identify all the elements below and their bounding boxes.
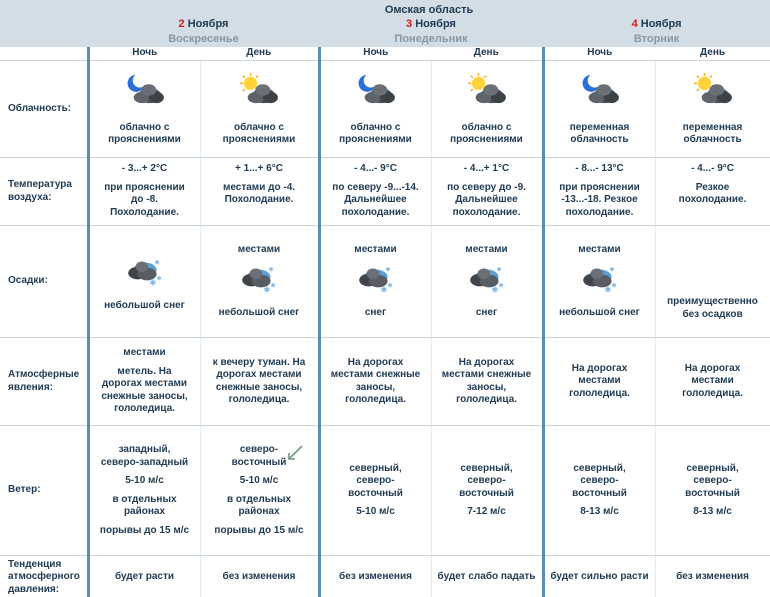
cell-text: местами [691,375,734,387]
cell-text: облачность [570,134,629,145]
cell-text: районах [238,506,280,517]
period-header: День [431,47,543,61]
cloudiness-cell [655,61,770,158]
label-line: воздуха: [8,191,52,203]
day-month: Ноября [640,18,682,30]
cell-text: похолодание. [565,206,634,218]
cloudiness-cell [319,61,431,158]
cell-text: На дорогах [684,362,741,374]
cell-text: прояснениями [222,134,296,145]
cell-text: небольшой снег [559,306,640,318]
day-weekday: Вторник [633,32,680,45]
day-number: 2 [178,18,185,30]
cell-text: На дорогах [458,356,515,368]
cell-text: метель. На [117,365,172,377]
day-header-2 [543,18,770,47]
cell-text: при прояснении [104,181,185,193]
cell-text: заносы, [355,381,396,393]
cell-text: местами снежные [441,369,532,380]
snow-cloud-icon [355,261,397,297]
period-header: Ночь [543,47,655,61]
precipitation-cell [543,226,655,338]
cell-text: северный, [686,462,739,474]
period-header: Ночь [319,47,431,61]
snow-cloud-icon [466,261,508,297]
row-label-temperature [0,158,88,226]
cell-text: гололедица. [114,403,175,415]
cell-text: + 1...+ 6°C [235,163,283,174]
phenomena-cell [655,338,770,426]
precipitation-cell [319,226,431,338]
cell-text: восточный [459,487,514,499]
period-header: День [200,47,319,61]
cell-text: местами [465,244,508,255]
precipitation-cell [88,226,200,338]
wind-cell [200,426,319,556]
row-label-wind: Ветер: [0,426,88,556]
cell-text: до -8. [131,194,158,205]
snow-cloud-icon [238,261,280,297]
phenomena-cell [543,338,655,426]
cell-text: 5-10 м/с [125,475,164,486]
cell-text: облачно с [234,121,284,133]
cell-text: прояснениями [450,134,523,145]
cell-text: без изменения [222,571,296,583]
label-line: атмосферного [8,571,80,583]
cloudiness-cell [431,61,543,158]
day-weekday: Воскресенье [168,32,239,45]
cell-text: снежные заносы, [215,381,303,393]
cell-text: восточный [231,456,287,468]
cell-text: порывы до 15 м/с [99,524,190,536]
cell-text: небольшой снег [218,306,300,318]
cell-text: северо- [580,475,619,486]
day-month: Ноября [187,18,229,30]
cloudiness-cell [543,61,655,158]
cell-text: небольшой снег [104,300,185,312]
cell-text: похолодание. [678,194,747,205]
cell-text: северный, [573,462,626,474]
cell-text: - 4...- 9°C [691,163,734,174]
cell-text: облачно с [461,121,512,133]
day-weekday: Понедельник [394,32,468,45]
cell-text: облачно с [119,121,170,133]
cell-text: будет сильно расти [550,571,649,583]
pressure-cell [655,556,770,597]
cell-text: без изменения [676,571,750,583]
cell-text: - 8...- 13°C [575,163,624,174]
pressure-cell [319,556,431,597]
wind-cell [431,426,543,556]
cell-text: восточный [572,487,627,499]
cell-text: местами [354,244,397,255]
snow-cloud-icon [579,261,621,297]
row-label-precipitation: Осадки: [0,226,88,338]
pressure-cell [543,556,655,597]
period-header: День [655,47,770,61]
cell-text: местами [237,244,281,255]
moon-cloud-icon [122,72,168,106]
cell-text: при прояснении [559,181,640,193]
cell-text: 8-13 м/с [693,506,732,517]
moon-cloud-icon [577,72,623,106]
label-line: Температура [8,179,72,190]
cell-text: 5-10 м/с [356,506,395,517]
cell-text: восточный [348,487,403,499]
phenomena-cell [200,338,319,426]
cell-text: 5-10 м/с [239,475,279,486]
cell-text: по северу до -9. [447,181,526,193]
day-header-0 [88,18,319,47]
cell-text: дорогах местами [216,369,302,380]
cell-text: 8-13 м/с [580,506,619,517]
pressure-row [0,556,770,597]
cell-text: порывы до 15 м/с [214,524,304,536]
label-line: явления: [8,381,53,393]
period-header-row [0,47,770,61]
pressure-cell [200,556,319,597]
cell-text: районах [123,506,166,517]
label-line: Атмосферные [8,369,80,380]
wind-row [0,426,770,556]
phenomena-cell [88,338,200,426]
day-number: 3 [406,18,413,30]
cell-text: - 3...+ 2°C [121,163,168,174]
cell-text: заносы, [466,381,507,393]
cell-text: северо- [467,475,506,486]
cell-text: облачно с [350,121,401,133]
cell-text: похолодание. [341,206,410,218]
temperature-cell [431,158,543,226]
region-title: Омская область [384,3,474,16]
cloudiness-row [0,61,770,158]
pressure-cell [431,556,543,597]
cell-text: гололедица. [569,387,630,399]
cell-text: по северу -9...-14. [332,181,419,193]
label-line: давления: [8,583,60,595]
cell-text: Резкое [695,181,730,193]
temperature-cell [655,158,770,226]
cell-text: - 4...- 9°C [354,163,397,174]
cell-text: гололедица. [456,394,517,405]
cell-text: Дальнейшее [344,194,407,205]
wind-cell [655,426,770,556]
cell-text: 7-12 м/с [467,506,506,517]
temperature-cell [319,158,431,226]
close-icon[interactable]: × [757,4,764,16]
temperature-cell [543,158,655,226]
snow-cloud-icon [124,254,166,290]
cell-text: северо- [356,475,395,486]
cell-text: будет расти [114,571,175,583]
cell-text: Дальнейшее [455,194,518,205]
day-month: Ноября [415,18,456,30]
cell-text: северный, [460,462,513,474]
cell-text: похолодание. [452,206,521,218]
sun-cloud-icon [464,72,510,106]
cell-text: восточный [685,487,740,499]
cell-text: - 4...+ 1°C [463,163,510,174]
cell-text: северный, [349,462,402,474]
wind-direction-arrow-icon [286,444,304,462]
cell-text: в отдельных [112,493,177,505]
moon-cloud-icon [353,72,399,106]
phenomena-cell [319,338,431,426]
cell-text: гололедица. [682,387,743,399]
precipitation-cell [655,226,770,338]
temperature-cell [200,158,319,226]
pressure-cell [88,556,200,597]
day-number: 4 [631,18,638,30]
cell-text: снежные заносы, [101,390,188,402]
period-header: Ночь [88,47,200,61]
wind-cell [88,426,200,556]
row-label-cloudiness: Облачность: [0,61,88,158]
cell-text: без осадков [682,308,743,320]
cell-text: переменная [569,121,630,133]
temperature-cell [88,158,200,226]
phenomena-row [0,338,770,426]
cell-text: облачность [683,134,742,145]
cell-text: западный, [118,444,171,455]
cell-text: без изменения [339,571,412,583]
wind-cell [319,426,431,556]
cell-text: дорогах местами [101,378,188,390]
cell-text: На дорогах [571,362,628,374]
cell-text: На дорогах [347,356,404,368]
precipitation-cell [431,226,543,338]
day-header-1 [319,18,543,47]
cell-text: будет слабо падать [437,571,536,583]
cell-text: снег [364,306,387,318]
sun-cloud-icon [690,72,736,106]
cell-text: местами [578,375,621,387]
phenomena-cell [431,338,543,426]
cell-text: прояснениями [339,134,412,145]
cell-text: -13...-18. Резкое [561,194,638,205]
cell-text: Похолодание. [224,194,294,205]
label-line: Тенденция [8,558,62,570]
cell-text: северо- [693,475,732,486]
cloudiness-cell [88,61,200,158]
cell-text: гололедица. [228,394,290,405]
cell-text: прояснениями [108,134,181,145]
temperature-row [0,158,770,226]
cloudiness-cell [200,61,319,158]
cell-text: снег [475,306,498,318]
cell-text: Похолодание. [110,206,179,218]
row-label-pressure [0,556,88,597]
cell-text: местами до -4. [222,181,296,193]
precipitation-row [0,226,770,338]
cell-text: преимущественно [667,296,758,307]
cell-text: северо-западный [100,456,189,468]
wind-cell [543,426,655,556]
cell-text: местами [123,347,166,359]
cell-text: северо- [239,444,279,455]
cell-text: к вечеру туман. На [212,356,306,368]
cell-text: местами снежные [330,369,421,380]
cell-text: местами [578,244,621,255]
sun-cloud-icon [236,72,282,106]
precipitation-cell [200,226,319,338]
cell-text: переменная [682,121,743,133]
cell-text: гололедица. [345,394,406,405]
row-label-phenomena [0,338,88,426]
cell-text: в отдельных [226,493,292,505]
